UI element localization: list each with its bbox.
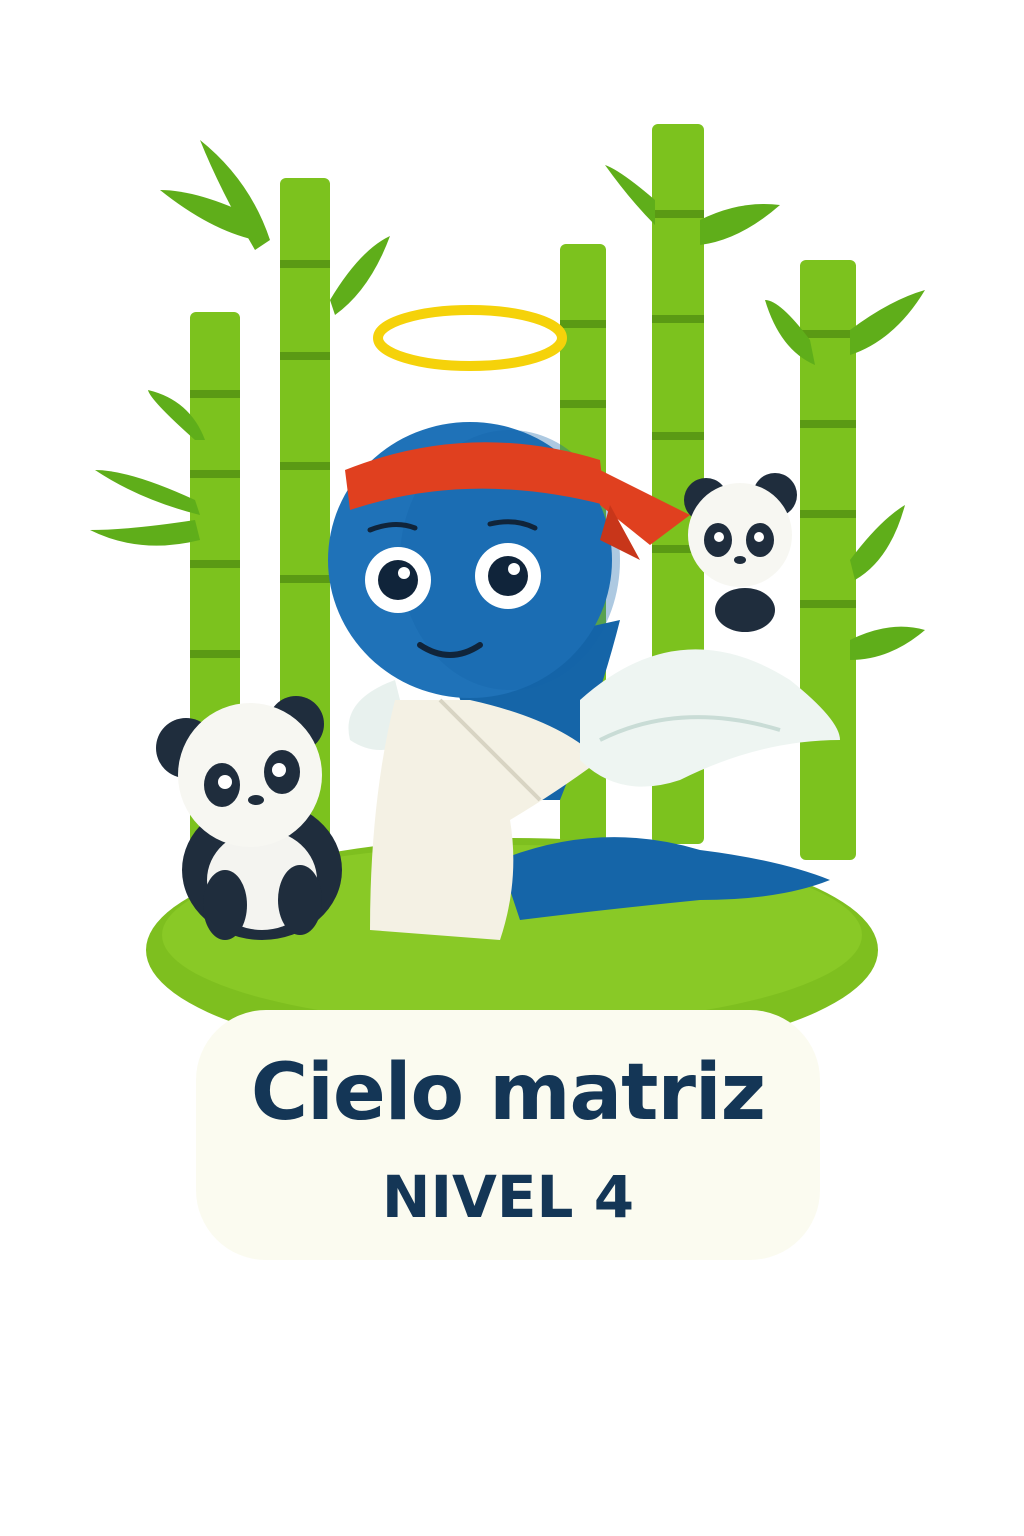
halo-icon <box>378 310 562 366</box>
badge-title: Cielo matriz <box>250 1048 766 1138</box>
badge-level: NIVEL 4 <box>381 1163 635 1231</box>
